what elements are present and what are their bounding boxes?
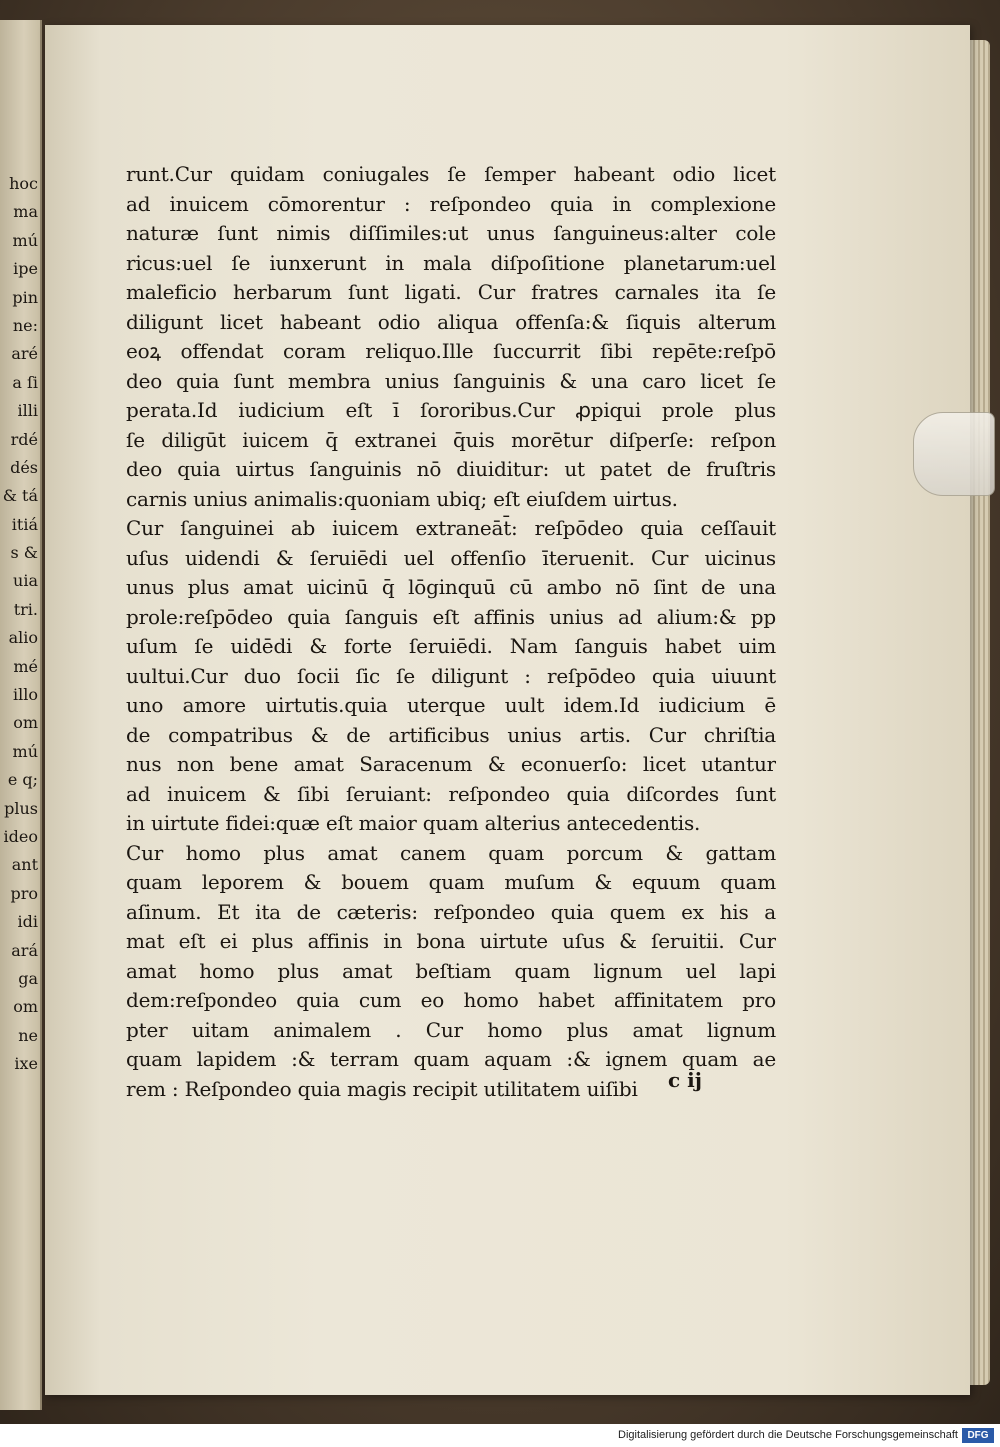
facing-page-fragment: om [13, 997, 38, 1017]
facing-page-fragment: aré [11, 344, 38, 364]
text-line: in uirtute fidei:quæ eſt maior quam alterius antecedentis. [126, 811, 701, 835]
text-line: unus plus amat uicinū q̄ lōginquū cū ambo nō ſint de una [126, 575, 776, 599]
text-line: Cur homo plus amat canem quam porcum & gattam [126, 840, 776, 865]
signature-mark: c ij [668, 1068, 702, 1092]
text-line: rem : Reſpondeo quia magis recipit utilitatem uiſibi [126, 1076, 638, 1101]
facing-page-fragment: pin [12, 287, 38, 307]
facing-page-fragment: tri. [13, 599, 38, 619]
facing-page-fragment: s & [10, 543, 38, 563]
facing-page-fragment: illo [13, 685, 38, 705]
facing-page-fragment: uia [13, 571, 38, 591]
text-line: runt.Cur quidam coniugales ſe ſemper habeant odio licet [126, 162, 776, 186]
facing-page-fragment: ne: [12, 315, 38, 335]
facing-page-fragment: ga [18, 968, 38, 988]
page-text-block [126, 160, 776, 1104]
facing-page-fragment: a ſi [12, 372, 38, 392]
text-line: uultui.Cur duo ſocii ſic ſe diligunt : reſpōdeo quia uiuunt [126, 663, 776, 688]
facing-page-fragment: alio [8, 628, 38, 648]
text-line: Cur ſanguinei ab iuicem extraneāt̄: reſpōdeo quia ceſſauit [126, 516, 776, 540]
text-line: carnis unius animalis:quoniam ubiq; eſt eiuſdem uirtus. [126, 486, 678, 511]
text-line: ſe diligūt iuicem q̄ extranei q̄uis morētur diſperſe: reſpon [126, 427, 776, 452]
facing-page-edge [0, 20, 42, 1410]
text-line: prole:reſpōdeo quia ſanguis eſt affinis unius ad alium:& pp [126, 604, 776, 629]
facing-page-fragment: pro [10, 883, 38, 903]
facing-page-fragment: ne [18, 1025, 38, 1045]
facing-page-fragment: mé [13, 656, 38, 676]
facing-page-fragment: e q; [7, 770, 38, 790]
facing-page-fragment: mú [12, 741, 38, 761]
text-line: quam leporem & bouem quam muſum & equum quam [126, 870, 776, 894]
text-line: mat eſt ei plus affinis in bona uirtute uſus & ſeruitii. Cur [126, 929, 776, 953]
text-line: maleficio herbarum ſunt ligati. Cur fratres carnales ita ſe [126, 280, 776, 304]
facing-page-fragment: & tá [2, 486, 38, 506]
text-line: naturæ ſunt nimis diſſimiles:ut unus ſanguineus:alter cole [126, 221, 776, 245]
text-line: deo quia uirtus ſanguinis nō diuiditur: ut patet de fruſtris [126, 457, 776, 481]
text-line: pter uitam animalem . Cur homo plus amat lignum [126, 1017, 776, 1042]
text-line: eoꝝ offendat coram reliquo.Ille ſuccurrit ſibi repēte:reſpō [126, 339, 776, 363]
facing-page-fragment: ipe [13, 259, 38, 279]
text-line: uſum ſe uidēdi & forte ſeruiēdi. Nam ſanguis habet uim [126, 634, 776, 658]
facing-page-fragment: ideo [3, 826, 38, 846]
footer-bar [0, 1424, 1000, 1447]
text-line: quam lapidem :& terram quam aquam :& ignem quam ae [126, 1047, 776, 1071]
text-line: diligunt licet habeant odio aliqua offenſa:& ſiquis alterum [126, 309, 776, 334]
bookmark-clip [913, 412, 995, 496]
text-line: aſinum. Et ita de cæteris: reſpondeo quia quem ex his a [126, 899, 776, 924]
facing-page-text [2, 170, 38, 1079]
text-line: ricus:uel ſe iunxerunt in mala diſpoſitione planetarum:uel [126, 250, 776, 275]
text-line: de compatribus & de artificibus unius artis. Cur chriſtia [126, 722, 776, 747]
facing-page-fragment: plus [4, 798, 38, 818]
text-line: amat homo plus amat beſtiam quam lignum uel lapi [126, 958, 776, 983]
facing-page-fragment: ant [11, 855, 38, 875]
text-line: perata.Id iudicium eſt ī ſororibus.Cur ꝓpiqui prole plus [126, 398, 776, 422]
text-line: uno amore uirtutis.quia uterque uult idem.Id iudicium ē [126, 693, 776, 717]
facing-page-fragment: om [13, 713, 38, 733]
facing-page-fragment: rdé [10, 429, 38, 449]
facing-page-fragment: dés [10, 457, 38, 477]
facing-page-fragment: ma [13, 202, 38, 222]
facing-page-fragment: ixe [14, 1054, 38, 1074]
facing-page-fragment: mú [12, 230, 38, 250]
text-line: ad inuicem & ſibi ſeruiant: reſpondeo quia diſcordes ſunt [126, 781, 776, 806]
facing-page-fragment: illi [17, 401, 38, 421]
facing-page-fragment: ará [11, 940, 38, 960]
text-line: dem:reſpondeo quia cum eo homo habet affinitatem pro [126, 988, 776, 1012]
text-line: nus non bene amat Saracenum & econuerſo: licet utantur [126, 752, 776, 776]
text-line: ad inuicem cōmorentur : reſpondeo quia in complexione [126, 191, 776, 216]
dfg-logo: DFG [962, 1428, 994, 1443]
facing-page-fragment: hoc [9, 174, 38, 193]
text-line: uſus uidendi & ſeruiēdi uel offenſio īteruenit. Cur uicinus [126, 545, 776, 570]
facing-page-fragment: itiá [11, 514, 38, 534]
funding-credit: Digitalisierung gefördert durch die Deutsche Forschungsgemeinschaft [618, 1429, 958, 1441]
facing-page-fragment: idi [17, 912, 38, 932]
text-line: deo quia ſunt membra unius ſanguinis & una caro licet ſe [126, 368, 776, 393]
